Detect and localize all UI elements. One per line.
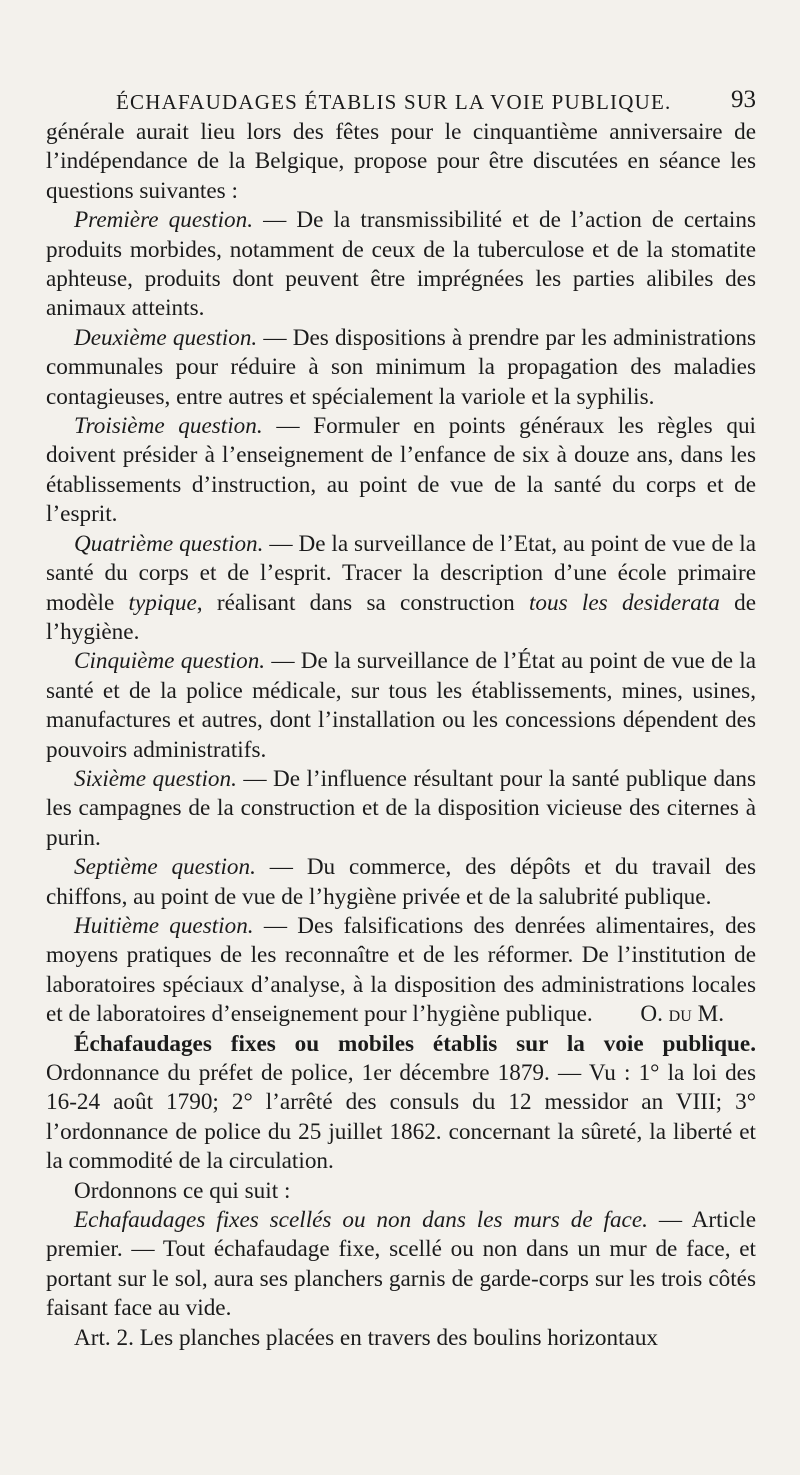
question-label: Troisième question. [74,413,263,440]
paragraph-text: Ordonnance du préfet de police, 1er décembre 1879. — Vu : 1° la loi des 16-24 août 1790; 2° l’arrêté des consuls du 12 messidor an VIII; 3° l’ordonnance de police du 25 juillet 1862. concernant la sûreté, la liberté et la commodité de la circulation. [46,1060,756,1175]
paragraph-question-2 [46,324,756,412]
page-number: 93 [731,86,756,113]
emphasis-text: typique [128,589,197,616]
paragraph-text: — Article premier. — Tout échafaudage fixe, scellé ou non dans un mur de face, et portant sur le sol, aura ses planchers garnis de garde-corps sur les trois côtés faisant face au vide. [46,1207,756,1322]
paragraph-text: de l’hygiène. [46,589,757,645]
emphasis-text: tous les desiderata [528,589,720,616]
paragraph-question-3 [46,412,756,530]
question-label: Sixième question. [74,765,237,792]
page-header [46,78,756,118]
question-label: Quatrième question. [74,530,264,557]
paragraph-text: — De l’influence résultant pour la santé publique dans les campagnes de la construction et de la disposition vicieuse des citernes à purin. [46,765,756,851]
paragraph-text: — De la surveillance de l’État au point de vue de la santé et de la police médicale, sur tous les établissements, mines, usines, manufactures et autres, dont l’installation ou les concessions dépendent des pouvoirs administratifs. [46,648,756,763]
paragraph-question-1 [46,206,756,324]
paragraph-ordonnons [46,1177,756,1206]
paragraph-text: Art. 2. Les planches placées en travers des boulins horizontaux [74,1324,659,1351]
body-text [46,118,756,1353]
running-title: ÉCHAFAUDAGES ÉTABLIS SUR LA VOIE PUBLIQUE. [116,90,672,114]
paragraph-intro [46,118,756,206]
paragraph-question-7 [46,853,756,912]
paragraph-text: — Des falsifications des denrées alimentaires, des moyens pratiques de les reconnaître et de les réformer. De l’institution de laboratoires spéciaux d’analyse, à la disposition des administrations locales et de laboratoires d’enseignement pour l’hygiène publique. [46,912,756,1028]
paragraph-article-1 [46,1206,756,1324]
paragraph-text: Ordonnons ce qui suit : [74,1177,291,1204]
article-label: Echafaudages fixes scellés ou non dans les murs de face. [74,1207,648,1234]
paragraph-question-8 [46,912,756,1030]
paragraph-text: — Formuler en points généraux les règles qui doivent présider à l’enseignement de l’enfance de six à douze ans, dans les établissements d’instruction, au point de vue de la santé du corps et de l’esprit. [46,413,756,528]
paragraph-text: — De la transmissibilité et de l’action de certains produits morbides, notamment de ceux de la tuberculose et de la stomatite aphteuse, produits dont peuvent être imprégnées les parties alibiles des animaux atteints. [46,207,756,322]
question-label: Huitième question. [74,912,254,939]
paragraph-ordinance [46,1030,756,1177]
author-signature: O. du M. [640,1001,724,1028]
paragraph-text: générale aurait lieu lors des fêtes pour le cinquantième anniversaire de l’indépendance de la Belgique, propose pour être discutées en séance les questions suivantes : [46,119,756,204]
question-label: Première question. [74,207,254,234]
paragraph-text: — De la surveillance de l’Etat, au point de vue de la santé du corps et de l’esprit. Tracer la description d’une école primaire modèle [46,530,756,616]
question-label: Cinquième question. [74,648,266,675]
question-label: Septième question. [74,854,256,881]
question-label: Deuxième question. [74,324,258,351]
paragraph-text: — Du commerce, des dépôts et du travail des chiffons, au point de vue de l’hygiène privée et de la salubrité publique. [46,854,756,910]
paragraph-question-5 [46,647,756,765]
paragraph-text: , réalisant dans sa construction [196,589,529,616]
paragraph-text: — Des dispositions à prendre par les administrations communales pour réduire à son minimum la propagation des maladies contagieuses, entre autres et spécialement la variole et la syphilis. [46,324,756,410]
paragraph-question-4 [46,530,756,648]
paragraph-article-2 [46,1324,756,1353]
section-heading: Échafaudages fixes ou mobiles établis sur la voie publique. [74,1030,756,1057]
paragraph-question-6 [46,765,756,853]
